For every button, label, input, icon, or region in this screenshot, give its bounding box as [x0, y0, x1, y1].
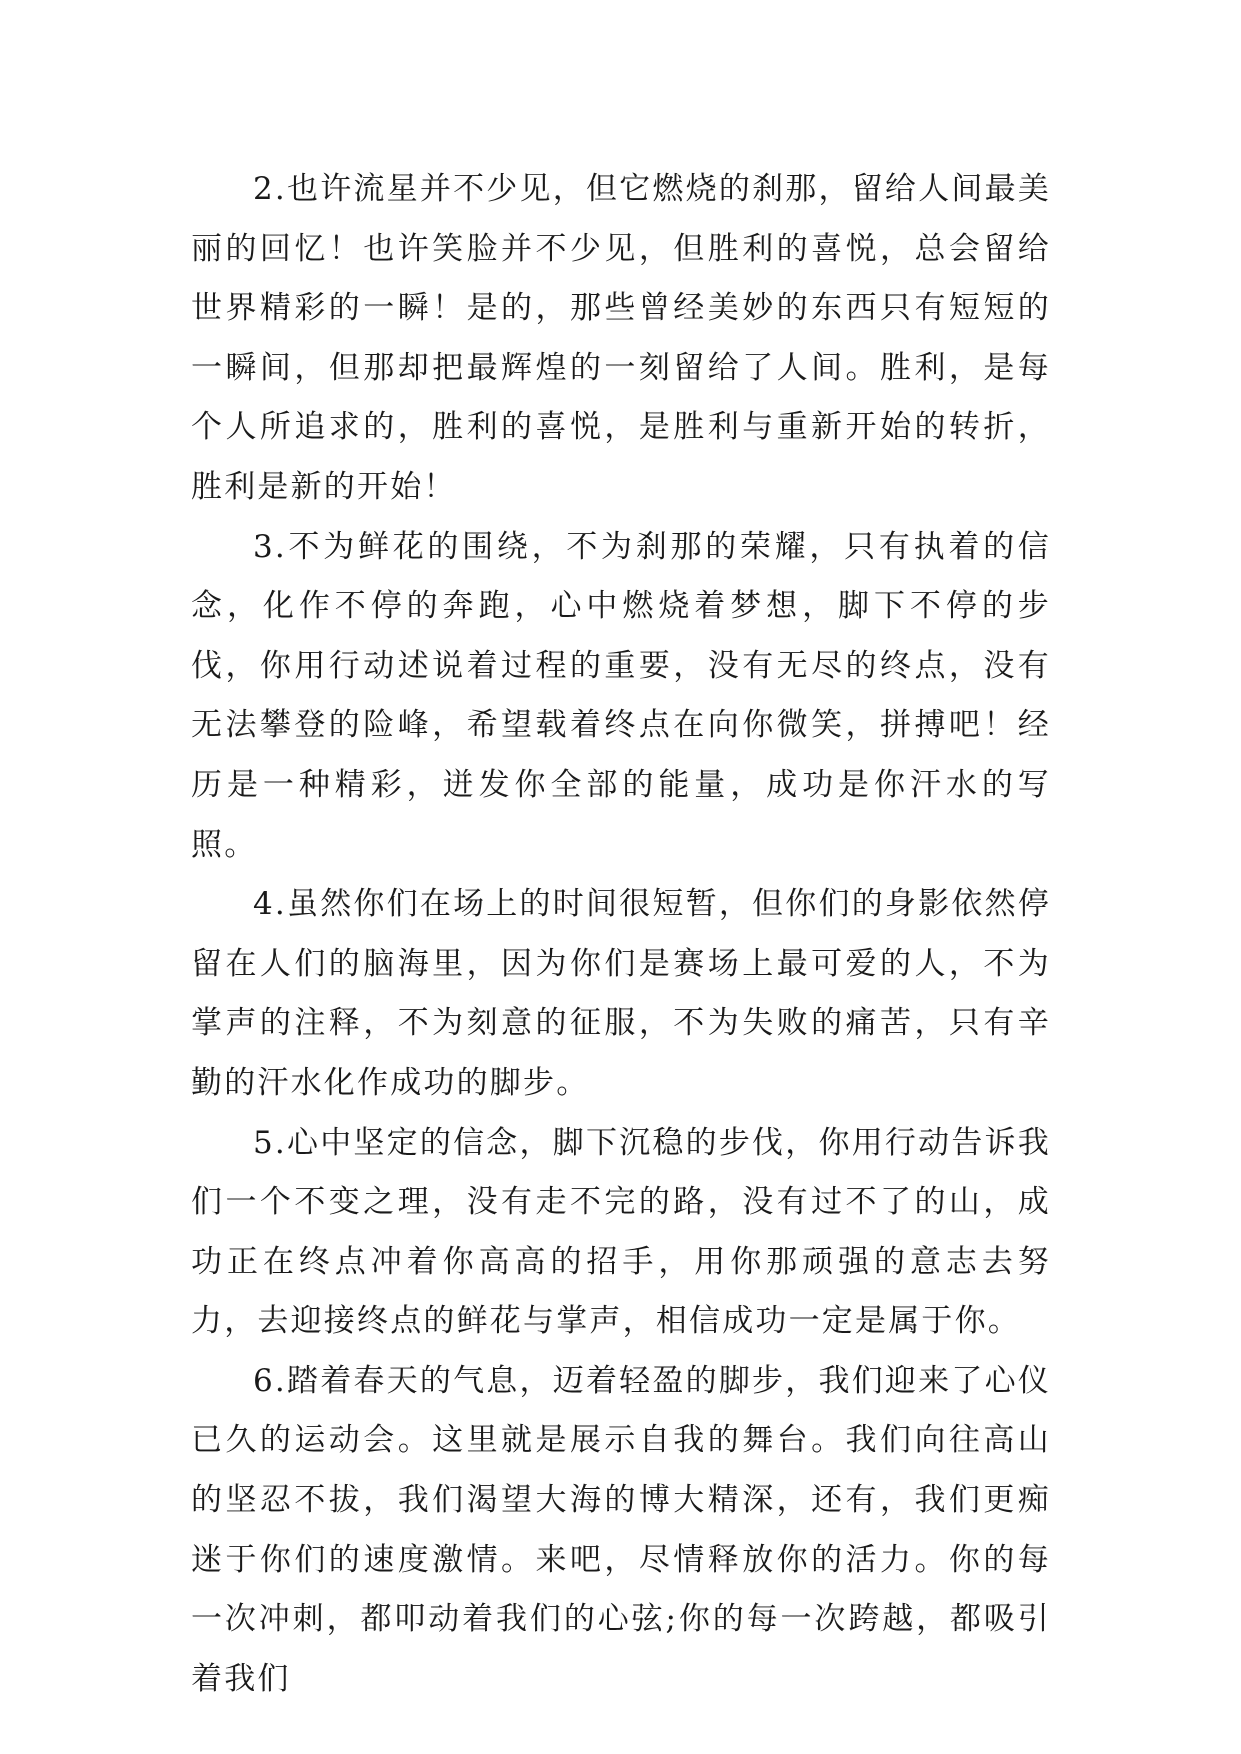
paragraph-3: 3.不为鲜花的围绕，不为刹那的荣耀，只有执着的信念，化作不停的奔跑，心中燃烧着梦想，脚下不停的步伐，你用行动述说着过程的重要，没有无尽的终点，没有无法攀登的险峰，希望载着终点在向你微笑，拼搏吧！经历是一种精彩，迸发你全部的能量，成功是你汗水的写照。	[191, 528, 1051, 863]
paragraph-2: 2.也许流星并不少见，但它燃烧的刹那，留给人间最美丽的回忆！也许笑脸并不少见，但胜利的喜悦，总会留给世界精彩的一瞬！是的，那些曾经美妙的东西只有短短的一瞬间，但那却把最辉煌的一刻留给了人间。胜利，是每个人所追求的，胜利的喜悦，是胜利与重新开始的转折，胜利是新的开始！	[191, 171, 1051, 505]
paragraph-4: 4.虽然你们在场上的时间很短暂，但你们的身影依然停留在人们的脑海里，因为你们是赛场上最可爱的人，不为掌声的注释，不为刻意的征服，不为失败的痛苦，只有辛勤的汗水化作成功的脚步。	[191, 886, 1051, 1101]
paragraph-6: 6.踏着春天的气息，迈着轻盈的脚步，我们迎来了心仪已久的运动会。这里就是展示自我的舞台。我们向往高山的坚忍不拔，我们渴望大海的博大精深，还有，我们更痴迷于你们的速度激情。来吧，尽情释放你的活力。你的每一次冲刺，都叩动着我们的心弦;你的每一次跨越，都吸引着我们	[191, 1362, 1051, 1697]
paragraph-5: 5.心中坚定的信念，脚下沉稳的步伐，你用行动告诉我们一个不变之理，没有走不完的路，没有过不了的山，成功正在终点冲着你高高的招手，用你那顽强的意志去努力，去迎接终点的鲜花与掌声，相信成功一定是属于你。	[191, 1124, 1051, 1340]
document-body	[191, 160, 1051, 1709]
